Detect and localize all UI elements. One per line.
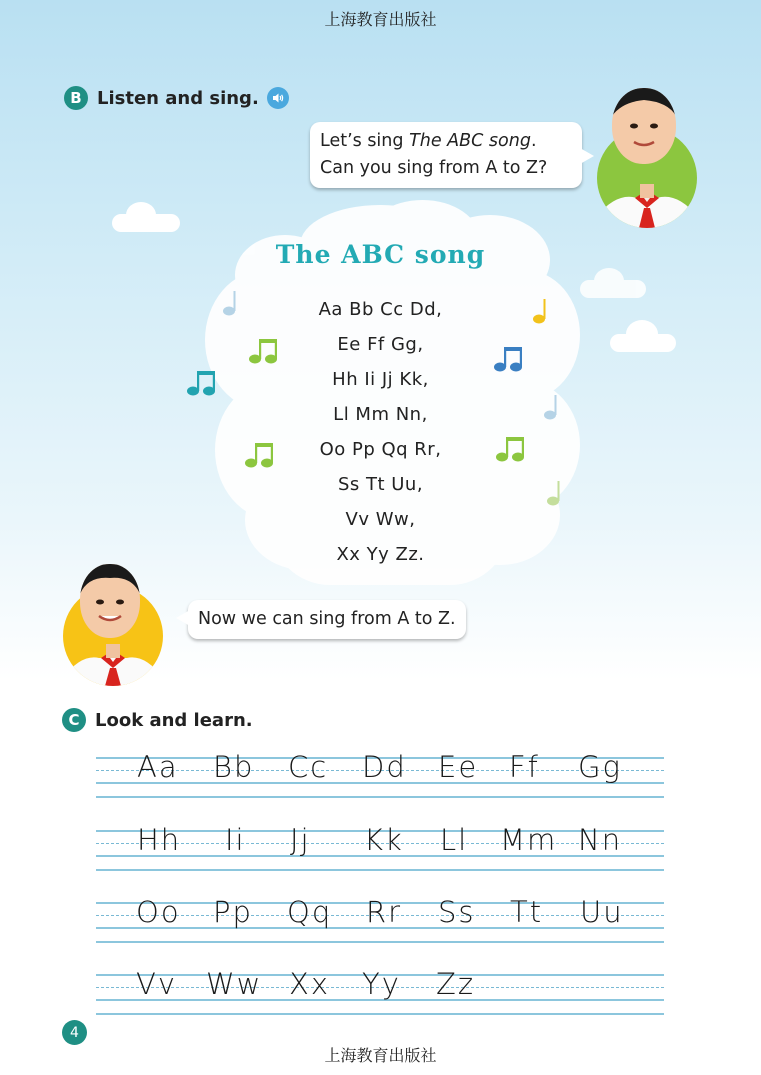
bubble-text: . bbox=[530, 131, 537, 151]
letter-pair: Gg bbox=[578, 750, 622, 784]
lyric-line: Hh Ii Jj Kk, bbox=[332, 369, 429, 390]
song-lyrics bbox=[0, 292, 761, 572]
letter-pair: Nn bbox=[578, 823, 623, 857]
section-b-title: Listen and sing. bbox=[97, 87, 259, 109]
guide-line bbox=[96, 796, 664, 798]
letter-pair: Ss bbox=[438, 895, 476, 929]
girl-speech-bubble bbox=[188, 600, 466, 639]
bubble-text: Let’s sing bbox=[320, 131, 410, 151]
letter-pair: Mm bbox=[500, 823, 558, 857]
lyric-line: Ee Ff Gg, bbox=[337, 334, 424, 355]
guide-line bbox=[96, 941, 664, 943]
lyric-line: Ss Tt Uu, bbox=[337, 474, 424, 495]
song-name-italic: The ABC song bbox=[409, 131, 531, 151]
boy-speech-bubble bbox=[310, 122, 582, 188]
letter-pair: Uu bbox=[580, 895, 624, 929]
letter-pair: Oo bbox=[136, 895, 181, 929]
song-title: The ABC song bbox=[275, 240, 486, 269]
letter-pair: Jj bbox=[290, 823, 311, 857]
letter-pair: Tt bbox=[510, 895, 544, 929]
lyric-line: Ll Mm Nn, bbox=[333, 404, 428, 425]
boy-face bbox=[612, 88, 676, 164]
letter-pair: Zz bbox=[436, 967, 476, 1001]
music-note-icon bbox=[543, 392, 561, 422]
letter-pair: Ff bbox=[509, 750, 540, 784]
double-music-note-icon bbox=[248, 336, 280, 366]
guide-line bbox=[96, 869, 664, 871]
letter-pair: Cc bbox=[288, 750, 329, 784]
lyric-line: Vv Ww, bbox=[345, 509, 416, 530]
letter-pair: Ww bbox=[206, 967, 263, 1001]
lyric-line: Aa Bb Cc Dd, bbox=[318, 299, 443, 320]
girl-bubble-text: Now we can sing from A to Z. bbox=[198, 609, 456, 629]
letter-pair: Ii bbox=[225, 823, 246, 857]
girl-face bbox=[80, 564, 140, 638]
letter-pair: Aa bbox=[137, 750, 179, 784]
page-number: 4 bbox=[62, 1020, 87, 1045]
music-note-icon bbox=[546, 478, 564, 508]
letter-pair: Hh bbox=[137, 823, 182, 857]
section-badge-c: C bbox=[62, 708, 86, 732]
music-note-icon bbox=[532, 296, 550, 326]
letter-pair: Vv bbox=[136, 967, 178, 1001]
guide-line bbox=[96, 1013, 664, 1015]
lyric-line: Xx Yy Zz. bbox=[336, 544, 425, 565]
letter-pair: Pp bbox=[213, 895, 253, 929]
letter-pair: Ee bbox=[438, 750, 479, 784]
double-music-note-icon bbox=[493, 344, 525, 374]
section-badge-b: B bbox=[64, 86, 88, 110]
letter-pair: Yy bbox=[362, 967, 401, 1001]
boy-bubble-line-1 bbox=[320, 128, 572, 155]
letter-pair: Xx bbox=[289, 967, 331, 1001]
letter-pair: Dd bbox=[362, 750, 407, 784]
boy-bubble-line-2: Can you sing from A to Z? bbox=[320, 158, 548, 178]
publisher-footer: 上海教育出版社 bbox=[324, 1046, 437, 1065]
letter-pair: Ll bbox=[440, 823, 469, 857]
double-music-note-icon bbox=[244, 440, 276, 470]
double-music-note-icon bbox=[186, 368, 218, 398]
letter-pair: Rr bbox=[366, 895, 403, 929]
letter-pair: Qq bbox=[287, 895, 333, 929]
section-c-title: Look and learn. bbox=[95, 709, 253, 731]
double-music-note-icon bbox=[495, 434, 527, 464]
section-c-heading bbox=[62, 708, 253, 732]
lyric-line: Oo Pp Qq Rr, bbox=[319, 439, 442, 460]
letter-pair: Bb bbox=[213, 750, 255, 784]
music-note-icon bbox=[222, 288, 240, 318]
publisher-header: 上海教育出版社 bbox=[324, 10, 437, 29]
letter-pair: Kk bbox=[364, 823, 404, 857]
